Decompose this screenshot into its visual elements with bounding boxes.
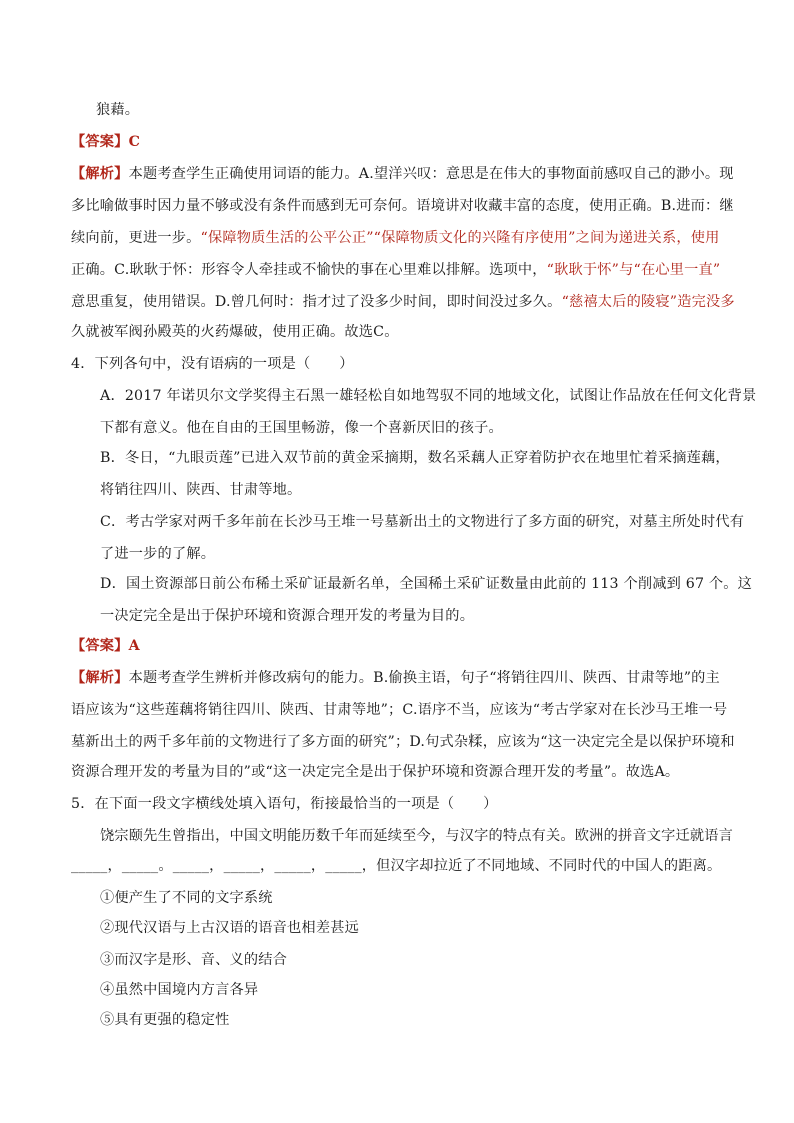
analysis-text: 本题考查学生辨析并修改病句的能力。B.偷换主语，句子“将销往四川、陕西、甘肃等地”的主 <box>128 670 720 686</box>
question-4-stem: 4．下列各句中，没有语病的一项是（ ） <box>71 356 354 372</box>
analysis-line: 久就被军阀孙殿英的火药爆破，使用正确。故选C。 <box>71 324 399 340</box>
analysis-highlight: “保障物质生活的公平公正”“保障物质文化的兴隆有序使用”之间为递进关系，使用 <box>200 230 720 246</box>
analysis-line <box>71 164 734 184</box>
analysis-text: 续向前，更进一步。 <box>71 230 201 246</box>
option-b-cont: 将销往四川、陕西、甘肃等地。 <box>100 482 302 498</box>
option-c: C．考古学家对两千多年前在长沙马王堆一号墓新出土的文物进行了多方面的研究，对墓主所处时代有 <box>100 514 745 530</box>
choice-5: ⑤具有更强的稳定性 <box>100 1012 230 1028</box>
option-d-cont: 一决定完全是出于保护环境和资源合理开发的考量为目的。 <box>100 608 475 624</box>
previous-question-tail: 狼藉。 <box>96 102 140 118</box>
analysis-label: 【解析】 <box>71 166 129 182</box>
analysis-line: 语应该为“这些莲藕将销往四川、陕西、甘肃等地”；C.语序不当，应该为“考古学家对在长沙马王堆一号 <box>71 702 728 718</box>
answer-line-q3 <box>71 132 140 152</box>
analysis-text: 意思重复，使用错误。D.曾几何时：指才过了没多少时间，即时间没过多久。 <box>71 294 562 310</box>
answer-label: 【答案】 <box>71 134 129 150</box>
analysis-highlight: “慈禧太后的陵寝”造完没多 <box>561 294 735 310</box>
option-d: D．国土资源部日前公布稀土采矿证最新名单，全国稀土采矿证数量由此前的 113 个削减到 67 个。这 <box>100 576 753 592</box>
analysis-line <box>71 292 735 312</box>
analysis-line: 墓新出土的两千多年前的文物进行了多方面的研究”；D.句式杂糅，应该为“这一决定完全是以保护环境和 <box>71 734 735 750</box>
option-a-cont: 下都有意义。他在自由的王国里畅游，像一个喜新厌旧的孩子。 <box>100 420 503 436</box>
analysis-line: 多比喻做事时因力量不够或没有条件而感到无可奈何。语境讲对收藏丰富的态度，使用正确。B.进而：继 <box>71 198 734 214</box>
option-a: A．2017 年诺贝尔文学奖得主石黑一雄轻松自如地驾驭不同的地域文化，试图让作品放在任何文化背景 <box>100 388 757 404</box>
analysis-text: 正确。C.耿耿于怀：形容令人牵挂或不愉快的事在心里难以排解。选项中， <box>71 262 547 278</box>
passage-line: 饶宗颐先生曾指出，中国文明能历数千年而延续至今，与汉字的特点有关。欧洲的拼音文字迁就语言 <box>100 828 734 844</box>
question-5-stem: 5．在下面一段文字横线处填入语句，衔接最恰当的一项是（ ） <box>71 796 498 812</box>
analysis-label: 【解析】 <box>71 670 129 686</box>
option-c-cont: 了进一步的了解。 <box>100 546 216 562</box>
analysis-line <box>71 668 720 688</box>
answer-value: A <box>128 638 140 654</box>
answer-value: C <box>128 134 141 150</box>
answer-label: 【答案】 <box>71 638 129 654</box>
option-b: B．冬日，“九眼贡莲”已进入双节前的黄金采摘期，数名采藕人正穿着防护衣在地里忙着采摘莲藕， <box>100 450 730 466</box>
answer-line-q4 <box>71 636 140 656</box>
choice-3: ③而汉字是形、音、义的结合 <box>100 952 288 968</box>
analysis-highlight: “耿耿于怀”与“在心里一直” <box>546 262 721 278</box>
choice-4: ④虽然中国境内方言各异 <box>100 982 259 998</box>
choice-1: ①便产生了不同的文字系统 <box>100 890 273 906</box>
analysis-line <box>71 228 720 248</box>
passage-line-blanks: _____，_____。_____，_____，_____，_____，但汉字却拉近了不同地域、不同时代的中国人的距离。 <box>71 858 722 874</box>
analysis-line: 资源合理开发的考量为目的”或“这一决定完全是出于保护环境和资源合理开发的考量”。故选A。 <box>71 764 680 780</box>
analysis-text: 本题考查学生正确使用词语的能力。A.望洋兴叹：意思是在伟大的事物面前感叹自己的渺小。现 <box>128 166 734 182</box>
choice-2: ②现代汉语与上古汉语的语音也相差甚远 <box>100 920 359 936</box>
analysis-line <box>71 260 720 280</box>
